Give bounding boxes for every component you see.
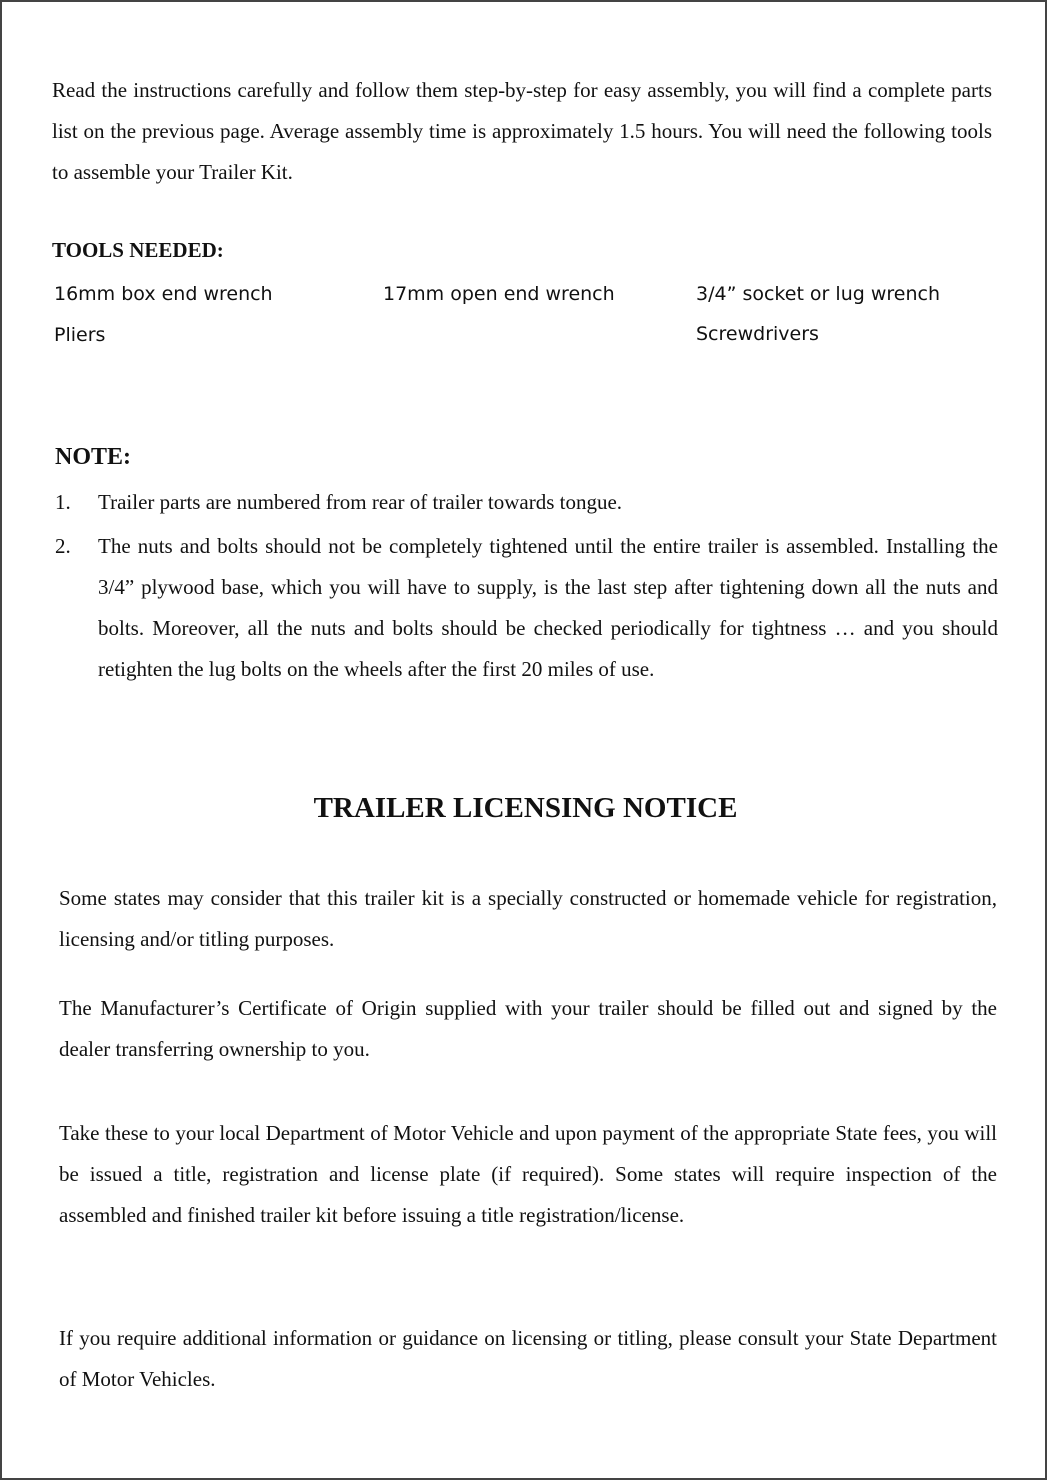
- licensing-title: TRAILER LICENSING NOTICE: [313, 792, 738, 824]
- tool-item: 16mm box end wrench: [54, 283, 273, 305]
- intro-paragraph: Read the instructions carefully and follow them step-by-step for easy assembly, you will find a complete parts list on the previous page. Average assembly time is approximately 1.5 hours. You will need the following tools to assemble your Trailer Kit.: [52, 78, 992, 184]
- note-number: 1.: [55, 490, 71, 514]
- note-text: The nuts and bolts should not be completely tightened until the entire trailer is assembled. Installing the 3/4” plywood base, which you will have to supply, is the last step after tightening down all the nuts and bolts. Moreover, all the nuts and bolts should be checked periodically for tightness … and you should retighten the lug bolts on the wheels after the first 20 miles of use.: [98, 534, 998, 681]
- licensing-paragraph: The Manufacturer’s Certificate of Origin supplied with your trailer should be filled out and signed by the dealer transferring ownership to you.: [59, 996, 997, 1061]
- tool-item: 3/4” socket or lug wrench: [696, 283, 940, 305]
- licensing-paragraph: Take these to your local Department of Motor Vehicle and upon payment of the appropriate State fees, you will be issued a title, registration and license plate (if required). Some states will require inspection of the assembled and finished trailer kit before issuing a title registration/license.: [59, 1121, 997, 1227]
- tool-item: 17mm open end wrench: [383, 283, 615, 305]
- note-list-item: [55, 482, 998, 523]
- tool-item: Screwdrivers: [696, 323, 819, 345]
- tool-item: Pliers: [54, 324, 106, 346]
- note-heading: NOTE:: [55, 444, 132, 470]
- note-list-item: [55, 526, 998, 690]
- licensing-paragraph: If you require additional information or guidance on licensing or titling, please consult your State Department of Motor Vehicles.: [59, 1326, 997, 1391]
- licensing-paragraph: Some states may consider that this trailer kit is a specially constructed or homemade vehicle for registration, licensing and/or titling purposes.: [59, 886, 997, 951]
- note-number: 2.: [55, 534, 71, 558]
- note-text: Trailer parts are numbered from rear of trailer towards tongue.: [98, 490, 623, 514]
- tools-heading: TOOLS NEEDED:: [52, 238, 224, 262]
